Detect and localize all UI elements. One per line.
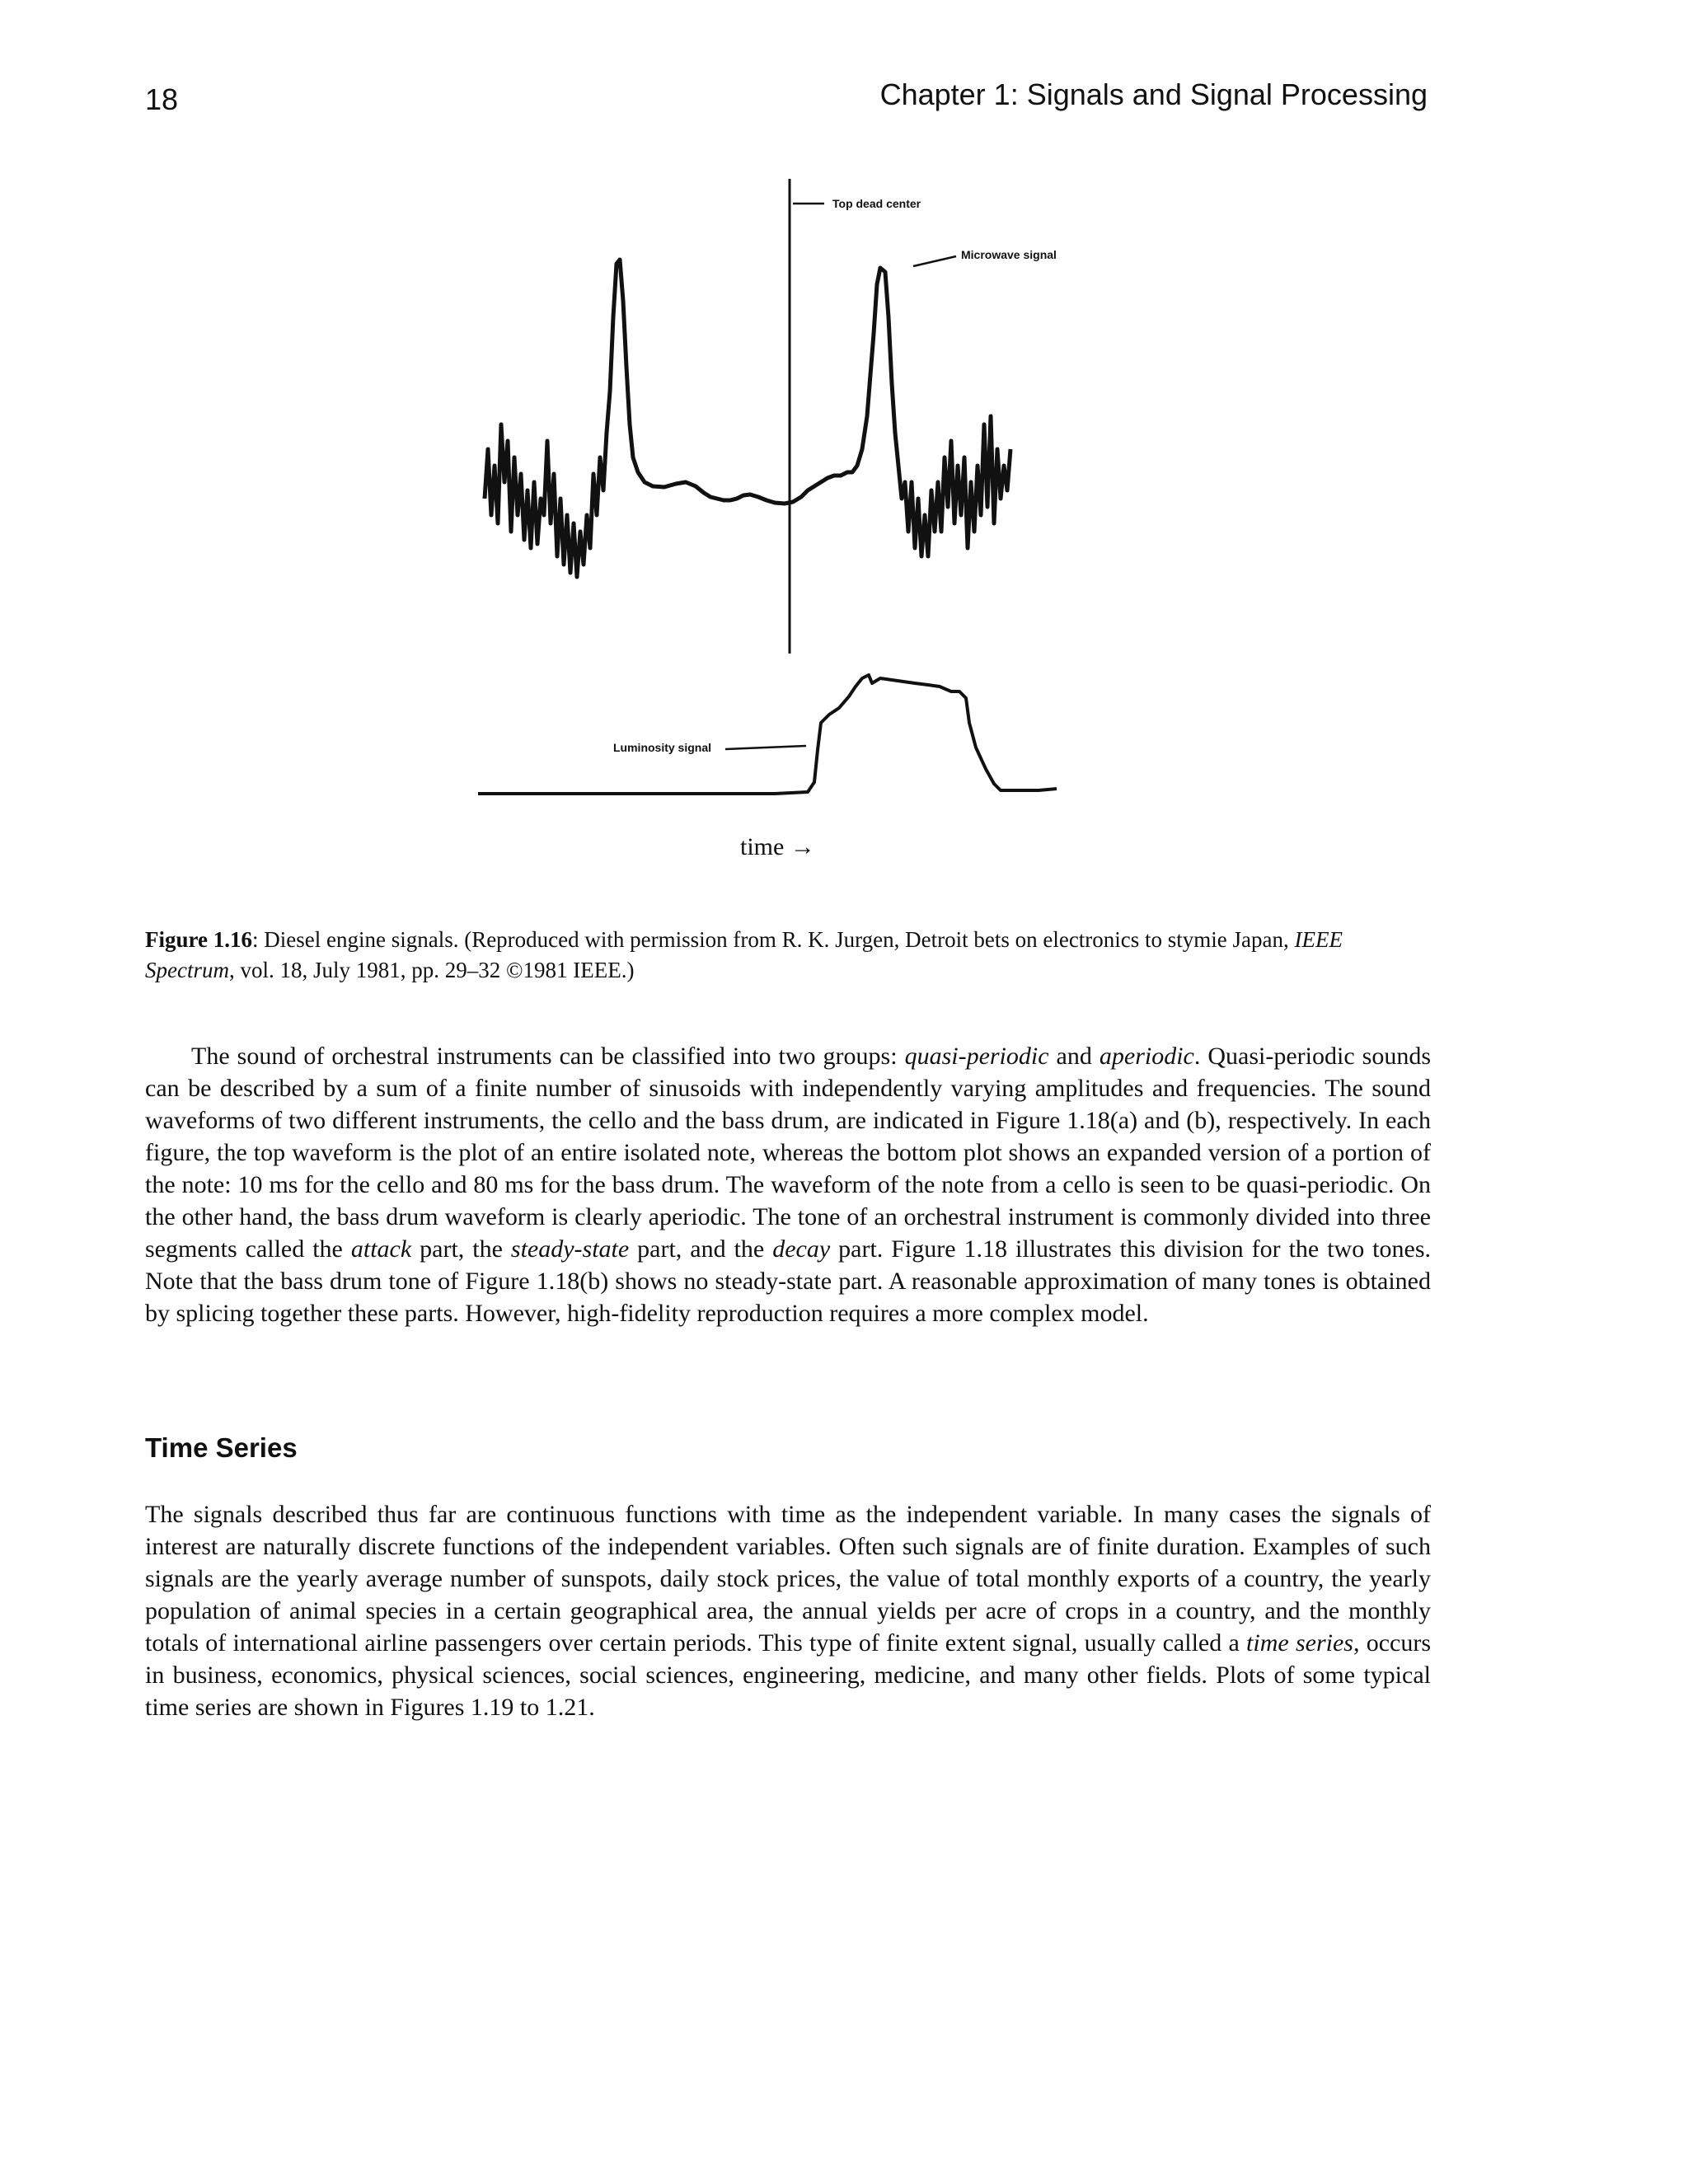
para1-term-steady-state: steady-state bbox=[510, 1235, 630, 1263]
para1-text-6: part. Figure 1.18 illustrates this division for the two tones. Note that the bass drum tone of Figure 1.18(b) shows no steady-state part. A reasonable approximation of many tones is obtained by splicing together these parts. However, high-fidelity reproduction requires a more complex model. bbox=[145, 1235, 1432, 1327]
para1-text-5: part, and the bbox=[629, 1235, 773, 1263]
paragraph-time-series bbox=[145, 1498, 1431, 1723]
label-top-dead-center: Top dead center bbox=[832, 197, 921, 210]
microwave-signal-trace bbox=[485, 260, 1010, 577]
figure-caption-text-1: : Diesel engine signals. (Reproduced with permission from R. K. Jurgen, Detroit bets on electronics to stymie Japan, bbox=[252, 927, 1295, 952]
label-luminosity-signal: Luminosity signal bbox=[613, 741, 712, 754]
para1-text-2: and bbox=[1048, 1043, 1100, 1070]
para2-text-1: The signals described thus far are continuous functions with time as the independent variable. In many cases the signals of interest are naturally discrete functions of the independent variables. Often such signals are of finite duration. Examples of such signals are the yearly average number of sunspots, daily stock prices, the value of total monthly exports of a country, the yearly population of animal species in a certain geographical area, the annual yields per acre of crops in a country, and the monthly totals of international airline passengers over certain periods. This type of finite extent signal, usually called a bbox=[145, 1501, 1431, 1657]
figure-caption-text-2: , vol. 18, July 1981, pp. 29–32 ©1981 IEEE.) bbox=[228, 958, 635, 982]
para2-term-time-series: time series bbox=[1246, 1629, 1353, 1657]
para2-text-2: , occurs in business, economics, physical sciences, social sciences, engineering, medicine, and many other fields. Plots of some typical time series are shown in Figures 1.19 to 1.21. bbox=[145, 1629, 1432, 1721]
running-head bbox=[142, 74, 1428, 124]
microwave-leader bbox=[913, 256, 956, 266]
luminosity-signal-trace bbox=[478, 675, 1057, 794]
section-heading-time-series: Time Series bbox=[145, 1432, 298, 1463]
para1-term-decay: decay bbox=[772, 1235, 831, 1263]
para1-text-1: The sound of orchestral instruments can be classified into two groups: bbox=[191, 1043, 905, 1070]
para1-term-quasi-periodic: quasi-periodic bbox=[904, 1043, 1049, 1070]
figure-caption-journal: IEEE Spectrum bbox=[145, 927, 1343, 982]
time-axis-label: time → bbox=[740, 833, 815, 860]
chapter-title: Chapter 1: Signals and Signal Processing bbox=[879, 77, 1428, 111]
page-number: 18 bbox=[145, 82, 179, 116]
label-microwave-signal: Microwave signal bbox=[961, 248, 1057, 261]
luminosity-leader bbox=[725, 746, 806, 749]
para1-term-aperiodic: aperiodic bbox=[1099, 1043, 1194, 1070]
paragraph-orchestral-instruments bbox=[145, 1040, 1431, 1329]
figure-diesel-engine-signals bbox=[462, 169, 1121, 894]
figure-caption bbox=[145, 925, 1431, 986]
figure-plot bbox=[462, 169, 1121, 894]
para1-text-3: . Quasi-periodic sounds can be described by a sum of a finite number of sinusoids with independently varying amplitudes and frequencies. The sound waveforms of two different instruments, the cello and the bass drum, are indicated in Figure 1.18(a) and (b), respectively. In each figure, the top waveform is the plot of an entire isolated note, whereas the bottom plot shows an expanded version of a portion of the note: 10 ms for the cello and 80 ms for the bass drum. The waveform of the note from a cello is seen to be quasi-periodic. On the other hand, the bass drum waveform is clearly aperiodic. The tone of an orchestral instrument is commonly divided into three segments called the bbox=[145, 1043, 1431, 1263]
para1-text-4: part, the bbox=[411, 1235, 511, 1263]
para1-term-attack: attack bbox=[350, 1235, 412, 1263]
figure-caption-label: Figure 1.16 bbox=[145, 927, 252, 952]
